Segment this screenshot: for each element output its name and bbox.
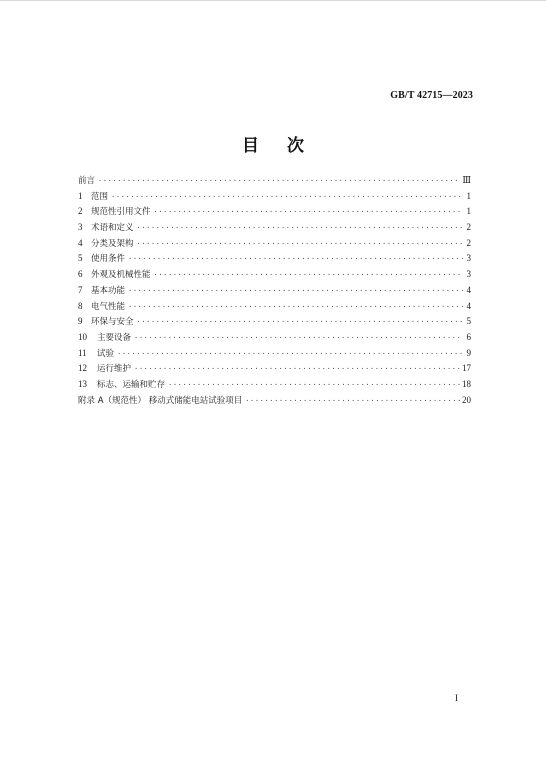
toc-entry-number: 12 [78,363,87,374]
toc-entry[interactable] [78,189,471,205]
toc-entry-number: 10 [78,331,87,342]
toc-entry-label: 环保与安全 [91,317,134,328]
toc-entry[interactable] [78,393,471,409]
toc-entry-page: 3 [466,253,471,264]
toc-dot-leader [134,362,460,378]
toc-entry-label: 基本功能 [91,285,126,296]
toc-entry-page: 1 [466,190,471,201]
toc-entry-number: 13 [78,378,87,389]
toc-dot-leader [128,284,463,300]
toc-dot-leader [128,300,463,316]
toc-entry-number: 6 [78,269,83,280]
toc-entry[interactable] [78,299,471,315]
toc-entry-page: 3 [466,269,471,280]
toc-entry-page: Ⅲ [462,175,471,185]
toc-dot-leader [137,315,463,331]
toc-entry-label: 范围 [91,191,109,202]
page-number: I [454,694,458,704]
toc-entry-number: 8 [78,300,83,311]
toc-dot-leader [137,237,463,253]
toc-entry-label: 使用条件 [91,254,126,265]
toc-dot-leader [154,205,463,221]
toc-entry-label: 试验 [97,348,115,359]
toc-dot-leader [154,268,463,284]
toc-entry-page: 4 [466,300,471,311]
toc-entry[interactable] [78,346,471,362]
toc-entry[interactable] [78,330,471,346]
toc-entry[interactable] [78,361,471,377]
toc-entry-label: 前言 [78,176,96,186]
toc-entry-number: 4 [78,237,83,248]
toc-entry-page: 2 [466,222,471,233]
toc-entry-page: 2 [466,237,471,248]
toc-entry-label: 主要设备 [97,332,132,343]
toc-entry-label: 标志、运输和贮存 [97,379,166,390]
toc-entry-label: 分类及架构 [91,238,134,249]
toc-entry-page: 17 [462,363,471,374]
toc-entry-number: 5 [78,253,83,264]
toc-entry-number: 7 [78,284,83,295]
toc-entry-page: 6 [466,331,471,342]
toc-dot-leader [168,378,460,394]
toc-dot-leader [245,394,460,410]
toc-entry[interactable] [78,267,471,283]
toc-entry-label: 附录 A（规范性） 移动式储能电站试验项目 [78,395,243,406]
toc-entry-page: 9 [466,347,471,358]
toc-entry[interactable] [78,377,471,393]
toc-dot-leader [111,190,463,206]
toc-entry-page: 18 [462,378,471,389]
toc-entry-label: 外观及机械性能 [91,270,151,281]
page-title: 目次 [242,136,332,156]
toc-dot-leader [117,347,463,363]
toc-dot-leader [134,331,463,347]
toc-entry-page: 1 [466,206,471,217]
toc-entry[interactable] [78,173,471,189]
toc-entry-label: 术语和定义 [91,223,134,234]
toc-entry-page: 4 [466,284,471,295]
toc-entry-number: 11 [78,347,87,358]
toc-entry-page: 5 [466,316,471,327]
table-of-contents [78,173,471,408]
toc-entry[interactable] [78,220,471,236]
toc-entry-label: 规范性引用文件 [91,207,151,218]
toc-dot-leader [98,174,460,190]
toc-entry-page: 20 [462,394,471,405]
toc-entry[interactable] [78,251,471,267]
toc-entry-number: 2 [78,206,83,217]
toc-entry-number: 1 [78,190,83,201]
toc-dot-leader [128,252,463,268]
toc-entry-label: 运行维护 [97,364,132,375]
toc-entry[interactable] [78,283,471,299]
standard-code: GB/T 42715—2023 [390,90,473,101]
toc-dot-leader [137,221,463,237]
toc-entry-number: 9 [78,316,83,327]
toc-entry-label: 电气性能 [91,301,126,312]
toc-entry[interactable] [78,204,471,220]
toc-entry[interactable] [78,236,471,252]
toc-entry-number: 3 [78,222,83,233]
toc-entry[interactable] [78,314,471,330]
